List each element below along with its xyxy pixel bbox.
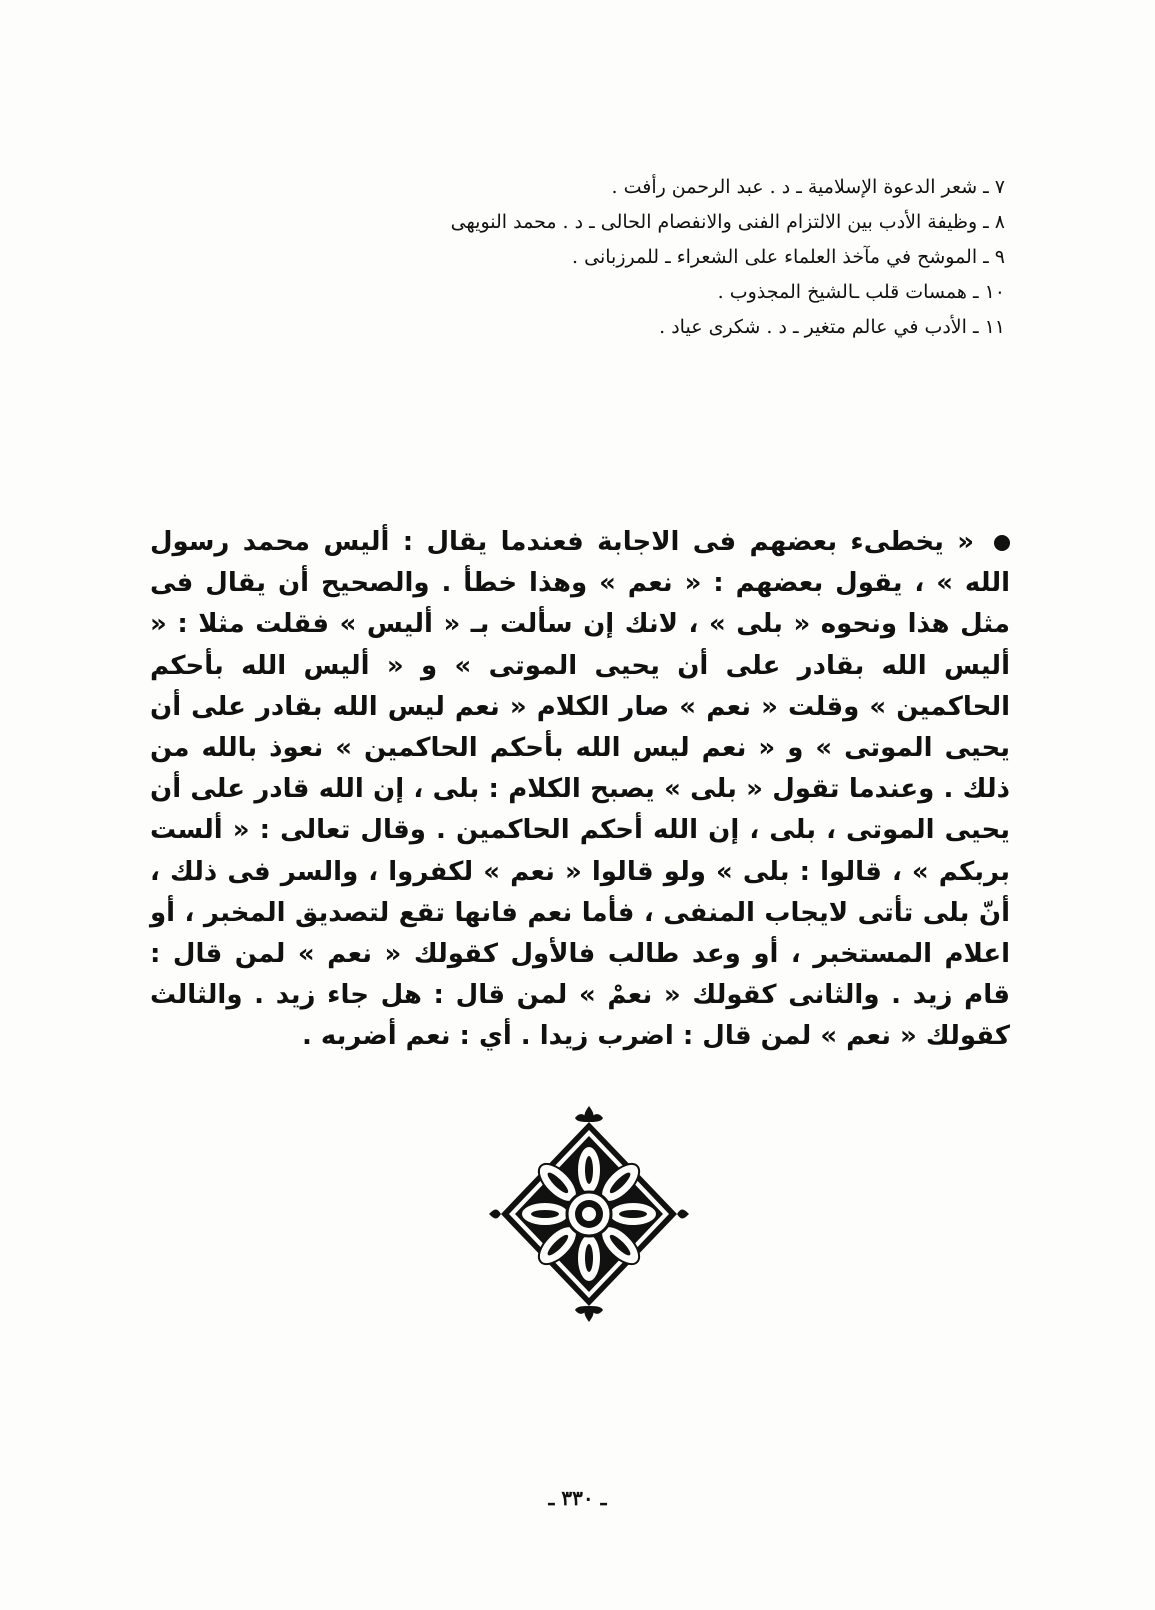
- bullet-icon: [994, 535, 1010, 551]
- paragraph-text: « يخطىء بعضهم فى الاجابة فعندما يقال : أليس محمد رسول الله » ، يقول بعضهم : « نعم » وهذا خطأ . والصحيح أن يقال فى مثل هذا ونحوه « بلى » ، لانك إن سألت بـ « أليس » فقلت مثلا : « أليس الله بقادر على أن يحيى الموتى » و « أليس الله بأحكم الحاكمين » وقلت « نعم » صار الكلام « نعم ليس الله بقادر على أن يحيى الموتى » و « نعم ليس الله بأحكم الحاكمين » نعوذ بالله من ذلك . وعندما تقول « بلى » يصبح الكلام : بلى ، إن الله قادر على أن يحيى الموتى ، بلى ، إن الله أحكم الحاكمين . وقال تعالى : « ألست بربكم » ، قالوا : بلى » ولو قالوا « نعم » لكفروا ، والسر فى ذلك ، أنّ بلى تأتى لايجاب المنفى ، فأما نعم فانها تقع لتصديق المخبر ، أو اعلام المستخبر ، أو وعد طالب فالأول كقولك « نعم » لمن قال : قام زيد . والثانى كقولك « نعمْ » لمن قال : هل جاء زيد . والثالث كقولك « نعم » لمن قال : اضرب زيدا . أي : نعم أضربه .: [150, 527, 1010, 1052]
- reference-item: ٧ ـ شعر الدعوة الإسلامية ـ د . عبد الرحمن رأفت .: [611, 176, 1005, 198]
- reference-item: ١٠ ـ همسات قلب ـالشيخ المجذوب .: [717, 281, 1005, 303]
- reference-item: ١١ ـ الأدب في عالم متغير ـ د . شكرى عياد .: [659, 316, 1005, 338]
- body-paragraph: [150, 522, 1010, 1058]
- reference-item: ٩ ـ الموشح في مآخذ العلماء على الشعراء ـ للمرزبانى .: [572, 246, 1005, 268]
- page-number: ـ ٣٣٠ ـ: [548, 1486, 607, 1510]
- references-list: [305, 170, 1005, 345]
- reference-item: ٨ ـ وظيفة الأدب بين الالتزام الفنى والانفصام الحالى ـ د . محمد النويهى: [450, 211, 1005, 233]
- floral-ornament-icon: [484, 1104, 694, 1324]
